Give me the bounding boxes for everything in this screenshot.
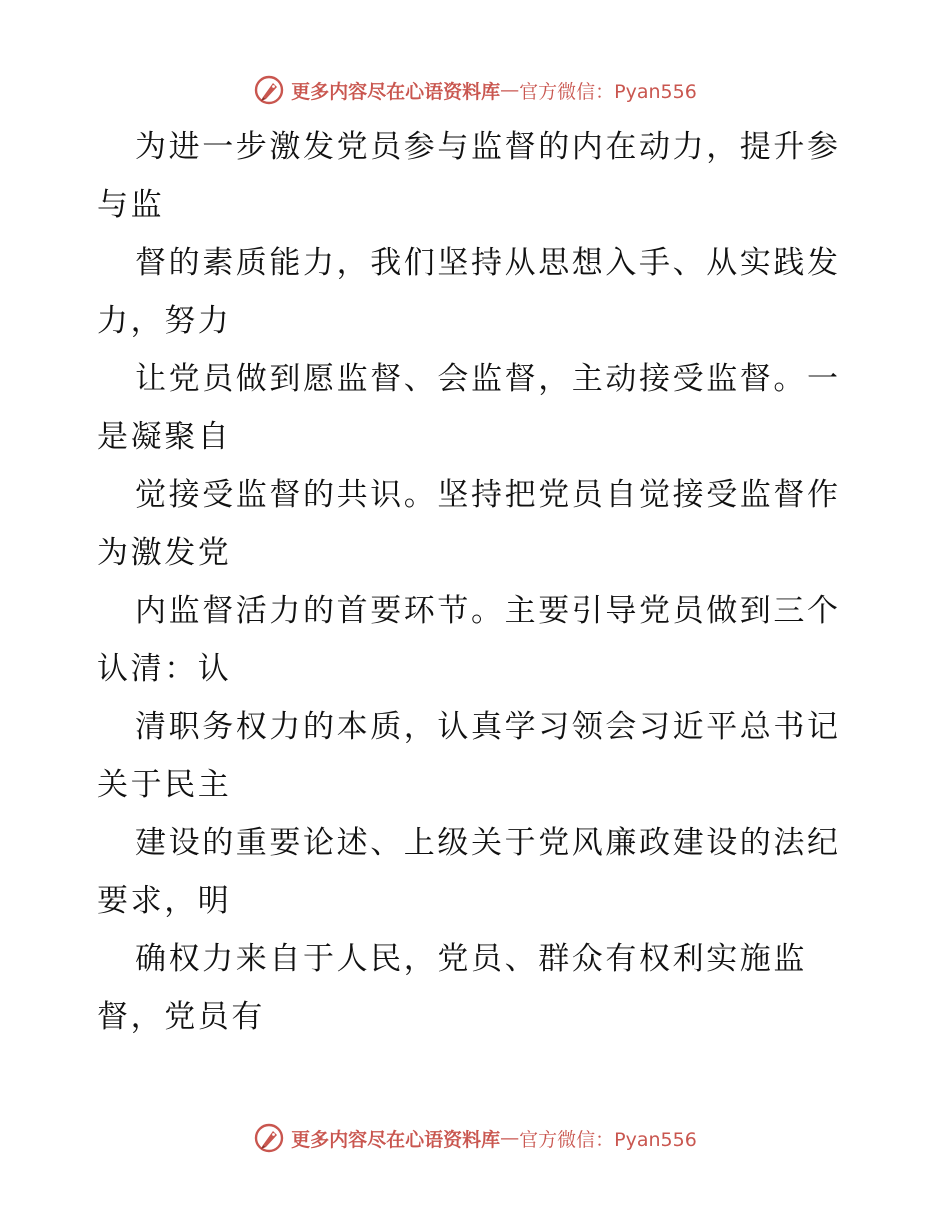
- body-line: 让党员做到愿监督、会监督，主动接受监督。一: [135, 361, 841, 397]
- body-line: 确权力来自于人民，党员、群众有权利实施监: [135, 941, 807, 977]
- header-dash: —: [500, 79, 520, 101]
- body-line: 内监督活力的首要环节。主要引导党员做到三个: [135, 593, 841, 629]
- header-brand-text: 更多内容尽在心语资料库: [291, 80, 501, 103]
- page-footer: [0, 1118, 950, 1158]
- body-line: 关于民主: [97, 767, 232, 803]
- body-line: 督，党员有: [97, 999, 265, 1035]
- header-contact-text: 官方微信：Pyan556: [519, 80, 697, 103]
- body-line: 督的素质能力，我们坚持从思想入手、从实践发: [135, 245, 841, 281]
- footer-contact-text: 官方微信：Pyan556: [519, 1128, 697, 1151]
- body-line: 是凝聚自: [97, 419, 232, 455]
- body-line: 觉接受监督的共识。坚持把党员自觉接受监督作: [135, 477, 841, 513]
- body-line: 清职务权力的本质，认真学习领会习近平总书记: [135, 709, 841, 745]
- body-line: 要求，明: [97, 883, 232, 919]
- body-line: 建设的重要论述、上级关于党风廉政建设的法纪: [135, 825, 841, 861]
- body-line: 认清：认: [97, 651, 232, 687]
- footer-brand-text: 更多内容尽在心语资料库: [291, 1128, 501, 1151]
- document-body: [97, 118, 857, 1046]
- pen-nib-logo-icon: [253, 74, 285, 106]
- page-header: [0, 70, 950, 110]
- body-line: 为进一步激发党员参与监督的内在动力，提升参: [135, 129, 841, 165]
- pen-nib-logo-icon: [253, 1122, 285, 1154]
- body-line: 力，努力: [97, 303, 232, 339]
- body-line: 与监: [97, 187, 165, 223]
- footer-dash: —: [500, 1127, 520, 1149]
- body-line: 为激发党: [97, 535, 232, 571]
